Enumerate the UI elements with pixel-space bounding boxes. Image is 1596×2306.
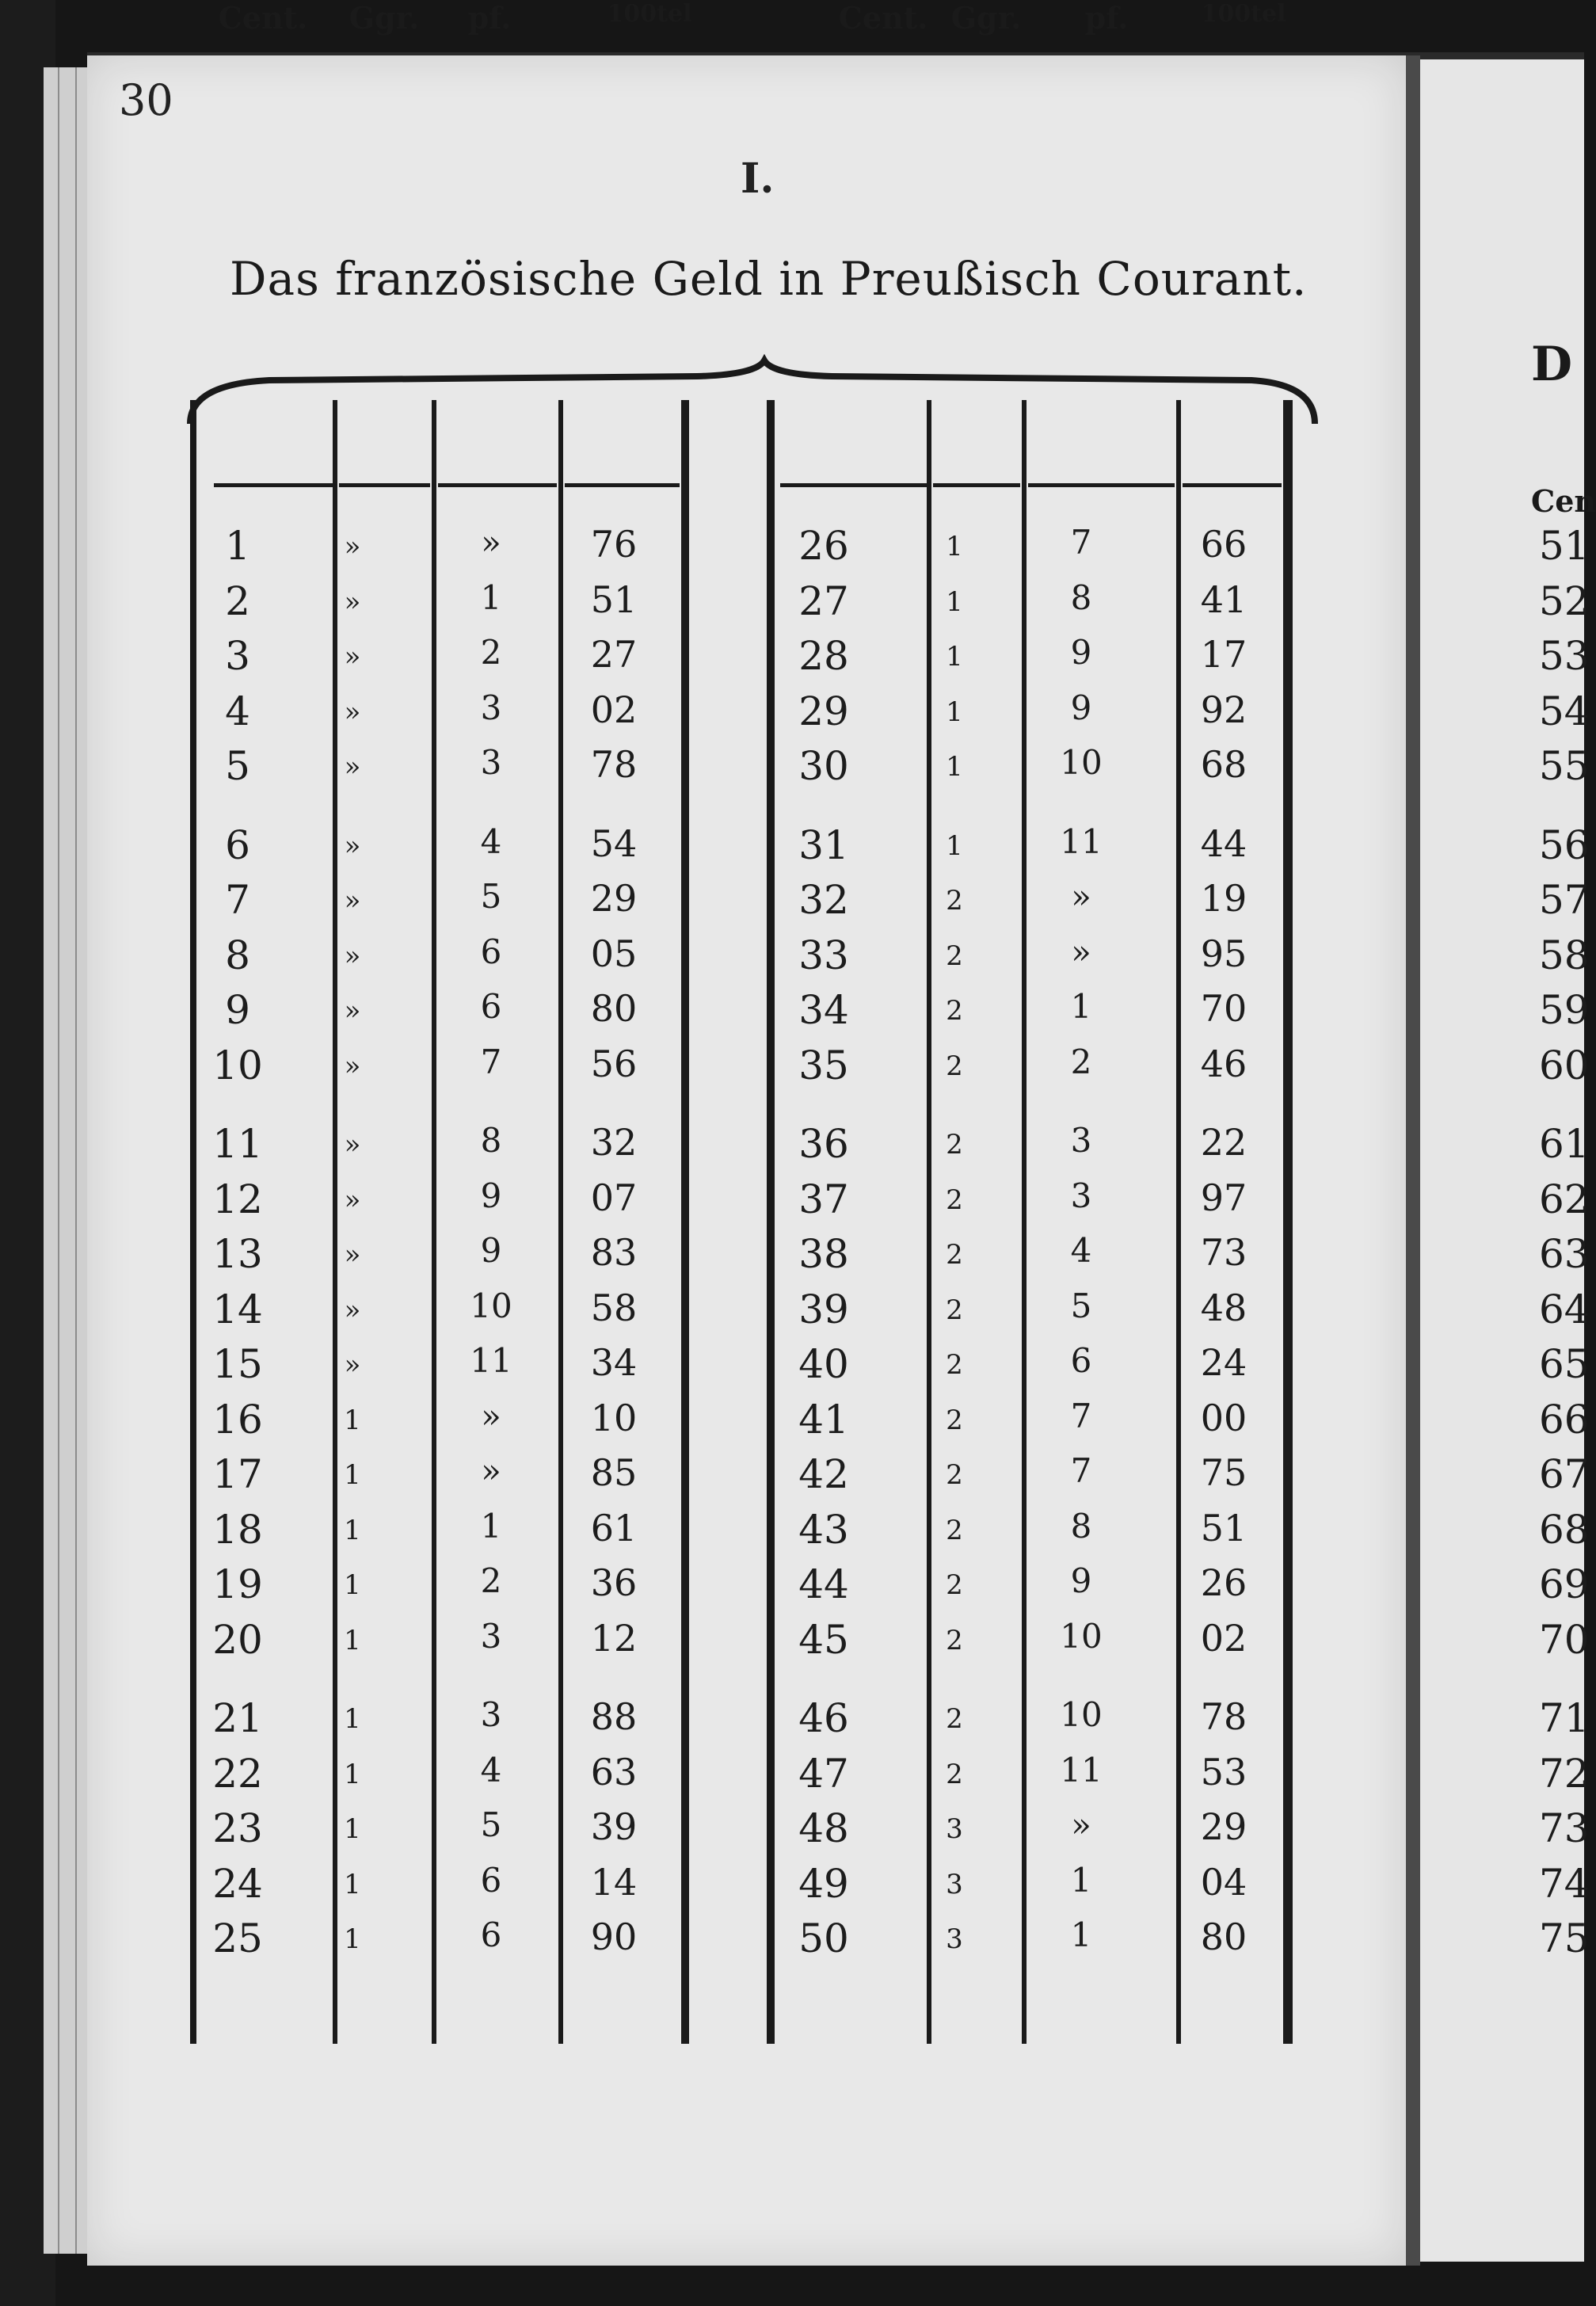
cell-cent: 35 [798, 1042, 849, 1088]
cell-pf: 9 [1070, 688, 1092, 727]
cell-hundredths: 05 [590, 932, 638, 975]
cell-hundredths: 46 [1200, 1042, 1247, 1085]
cell-ggr: 1 [344, 1923, 361, 1955]
cell-pf: 3 [1070, 1176, 1092, 1215]
right-page-number: 59 [1539, 987, 1590, 1033]
right-page-number: 53 [1539, 633, 1590, 679]
cell-pf: » [1071, 877, 1091, 916]
cell-ggr: » [344, 1183, 361, 1216]
cell-cent: 2 [225, 577, 250, 624]
cell-pf: 2 [480, 633, 502, 672]
column-header: pf. [467, 0, 512, 36]
cell-ggr: 2 [946, 1703, 963, 1735]
cell-ggr: » [344, 585, 361, 618]
cell-ggr: » [344, 641, 361, 673]
cell-ggr: 1 [946, 641, 963, 673]
cell-ggr: 2 [946, 1294, 963, 1326]
header-underline [933, 483, 1020, 487]
column-header: 100tel [607, 0, 692, 28]
cell-hundredths: 27 [590, 633, 638, 676]
right-page-number: 71 [1539, 1695, 1590, 1741]
cell-hundredths: 63 [590, 1750, 638, 1793]
cell-cent: 49 [798, 1860, 849, 1907]
cell-hundredths: 24 [1200, 1341, 1247, 1384]
right-page-number: 55 [1539, 743, 1590, 789]
cell-pf: 5 [1070, 1286, 1092, 1325]
page-title: Das französische Geld in Preußisch Courant. [230, 252, 1308, 306]
cell-cent: 42 [798, 1451, 849, 1497]
right-page-number: 65 [1539, 1341, 1590, 1387]
cell-cent: 41 [798, 1396, 849, 1443]
cell-pf: 9 [480, 1231, 502, 1270]
cell-hundredths: 88 [590, 1695, 638, 1738]
cell-ggr: » [344, 995, 361, 1027]
cell-cent: 47 [798, 1750, 849, 1797]
cell-pf: 6 [480, 1860, 502, 1900]
cell-pf: » [1071, 932, 1091, 971]
cell-hundredths: 90 [590, 1915, 638, 1958]
cell-cent: 37 [798, 1176, 849, 1222]
cell-cent: 28 [798, 633, 849, 679]
cell-ggr: » [344, 696, 361, 728]
header-underline [565, 483, 680, 487]
cell-hundredths: 97 [1200, 1176, 1247, 1219]
cell-pf: 4 [480, 821, 502, 861]
right-page-column-fragment: Cen [1531, 483, 1596, 519]
cell-hundredths: 51 [1200, 1506, 1247, 1549]
cell-hundredths: 29 [1200, 1805, 1247, 1848]
cell-cent: 14 [212, 1286, 263, 1332]
right-page-number: 67 [1539, 1451, 1590, 1497]
column-rule [767, 400, 775, 2044]
book-gutter [1406, 55, 1420, 2266]
cell-ggr: » [344, 1349, 361, 1381]
cell-cent: 40 [798, 1341, 849, 1387]
cell-ggr: » [344, 531, 361, 562]
right-page-number: 58 [1539, 932, 1590, 978]
cell-pf: 8 [1070, 1506, 1092, 1546]
cell-pf: 5 [480, 1805, 502, 1844]
cell-cent: 21 [212, 1695, 263, 1741]
cell-pf: 10 [1060, 743, 1103, 782]
cell-cent: 25 [212, 1915, 263, 1961]
column-rule [681, 400, 689, 2044]
cell-pf: 4 [1070, 1231, 1092, 1270]
column-header: Ggr. [950, 0, 1022, 36]
right-page-number: 60 [1539, 1042, 1590, 1088]
cell-cent: 48 [798, 1805, 849, 1851]
cell-ggr: 2 [946, 1758, 963, 1790]
cell-pf: 6 [480, 1915, 502, 1954]
right-page-number: 70 [1539, 1616, 1590, 1663]
right-page-number: 69 [1539, 1561, 1590, 1607]
cell-hundredths: 95 [1200, 932, 1247, 975]
cell-pf: 11 [470, 1341, 512, 1380]
cell-hundredths: 02 [1200, 1616, 1247, 1660]
column-header: Cent. [218, 0, 308, 36]
header-brace [174, 360, 1331, 432]
cell-ggr: 2 [946, 995, 963, 1027]
cell-hundredths: 61 [590, 1506, 638, 1549]
cell-cent: 50 [798, 1915, 849, 1961]
right-page-number: 75 [1539, 1915, 1590, 1961]
column-header: 100tel [1201, 0, 1286, 28]
cell-pf: 10 [1060, 1616, 1103, 1656]
right-page-number: 57 [1539, 877, 1590, 923]
cell-hundredths: 85 [590, 1451, 638, 1494]
cell-cent: 10 [212, 1042, 263, 1088]
cell-cent: 29 [798, 688, 849, 734]
column-rule [558, 400, 563, 2044]
cell-hundredths: 41 [1200, 577, 1247, 621]
right-page-number: 72 [1539, 1750, 1590, 1797]
right-page-number: 64 [1539, 1286, 1590, 1332]
cell-hundredths: 44 [1200, 821, 1247, 865]
cell-ggr: 1 [946, 585, 963, 618]
cell-hundredths: 19 [1200, 877, 1247, 920]
cell-cent: 45 [798, 1616, 849, 1663]
cell-pf: 1 [480, 1506, 502, 1546]
cell-cent: 17 [212, 1451, 263, 1497]
page-number: 30 [119, 75, 173, 125]
cell-ggr: 3 [946, 1868, 963, 1900]
cell-ggr: 1 [946, 751, 963, 783]
sheet-number: I. [741, 154, 775, 203]
cell-hundredths: 14 [590, 1860, 638, 1904]
cell-cent: 22 [212, 1750, 263, 1797]
cell-pf: » [481, 523, 501, 562]
cell-hundredths: 80 [1200, 1915, 1247, 1958]
cell-ggr: 2 [946, 1569, 963, 1601]
cell-ggr: 1 [344, 1624, 361, 1656]
cell-ggr: » [344, 829, 361, 862]
cell-hundredths: 29 [590, 877, 638, 920]
cell-ggr: 1 [344, 1813, 361, 1845]
cell-pf: 8 [480, 1121, 502, 1160]
right-page-number: 66 [1539, 1396, 1590, 1443]
cell-hundredths: 68 [1200, 743, 1247, 786]
cell-cent: 31 [798, 821, 849, 868]
cell-pf: 1 [1070, 1860, 1092, 1900]
right-page-number: 68 [1539, 1506, 1590, 1553]
cell-cent: 32 [798, 877, 849, 923]
cell-ggr: 2 [946, 1459, 963, 1491]
right-page-number: 63 [1539, 1231, 1590, 1277]
cell-cent: 24 [212, 1860, 263, 1907]
header-underline [1183, 483, 1282, 487]
cell-hundredths: 17 [1200, 633, 1247, 676]
cell-cent: 26 [798, 523, 849, 569]
cell-ggr: 2 [946, 1349, 963, 1381]
column-header: Cent. [838, 0, 928, 36]
right-page-number: 52 [1539, 577, 1590, 624]
cell-hundredths: 51 [590, 577, 638, 621]
header-underline [780, 483, 927, 487]
cell-cent: 30 [798, 743, 849, 789]
right-page-number: 74 [1539, 1860, 1590, 1907]
cell-pf: 1 [1070, 987, 1092, 1026]
cell-cent: 11 [212, 1121, 263, 1167]
cell-hundredths: 56 [590, 1042, 638, 1085]
cell-pf: 7 [1070, 1396, 1092, 1435]
cell-ggr: 2 [946, 885, 963, 917]
cell-cent: 16 [212, 1396, 263, 1443]
cell-ggr: 2 [946, 1624, 963, 1656]
cell-hundredths: 70 [1200, 987, 1247, 1030]
cell-cent: 27 [798, 577, 849, 624]
cell-cent: 33 [798, 932, 849, 978]
cell-hundredths: 80 [590, 987, 638, 1030]
cell-ggr: » [344, 940, 361, 972]
header-underline [339, 483, 430, 487]
cell-pf: 7 [1070, 523, 1092, 562]
cell-ggr: » [344, 885, 361, 917]
cell-hundredths: 12 [590, 1616, 638, 1660]
cell-cent: 39 [798, 1286, 849, 1332]
cell-ggr: 1 [344, 1459, 361, 1491]
cell-hundredths: 78 [590, 743, 638, 786]
cell-cent: 6 [225, 821, 250, 868]
cell-cent: 12 [212, 1176, 263, 1222]
cell-cent: 46 [798, 1695, 849, 1741]
cell-cent: 20 [212, 1616, 263, 1663]
cell-ggr: 1 [946, 531, 963, 562]
cell-pf: 2 [1070, 1042, 1092, 1081]
cell-ggr: 2 [946, 1050, 963, 1082]
cell-pf: 11 [1060, 821, 1103, 861]
cell-ggr: 2 [946, 1514, 963, 1546]
cell-hundredths: 66 [1200, 523, 1247, 566]
cell-ggr: 3 [946, 1923, 963, 1955]
cell-cent: 23 [212, 1805, 263, 1851]
column-rule [432, 400, 436, 2044]
column-header: Ggr. [349, 0, 420, 36]
right-page-title-fragment: D [1531, 337, 1573, 392]
cell-ggr: 1 [344, 1514, 361, 1546]
cell-cent: 38 [798, 1231, 849, 1277]
cell-pf: 9 [480, 1176, 502, 1215]
cell-hundredths: 92 [1200, 688, 1247, 731]
cell-ggr: 1 [344, 1758, 361, 1790]
cell-hundredths: 34 [590, 1341, 638, 1384]
cell-pf: 5 [480, 877, 502, 916]
cell-cent: 5 [225, 743, 250, 789]
cell-pf: » [1071, 1805, 1091, 1844]
cell-pf: 1 [480, 577, 502, 617]
cell-hundredths: 48 [1200, 1286, 1247, 1329]
cell-hundredths: 73 [1200, 1231, 1247, 1274]
cell-hundredths: 53 [1200, 1750, 1247, 1793]
cell-cent: 43 [798, 1506, 849, 1553]
cell-ggr: 1 [344, 1569, 361, 1601]
cell-cent: 9 [225, 987, 250, 1033]
right-page-number: 51 [1539, 523, 1590, 569]
cell-pf: 10 [470, 1286, 512, 1325]
cell-pf: 3 [480, 1695, 502, 1734]
cell-ggr: 2 [946, 1129, 963, 1161]
column-header: pf. [1084, 0, 1129, 36]
cell-ggr: 3 [946, 1813, 963, 1845]
right-page [1420, 59, 1596, 2262]
column-rule [1283, 400, 1293, 2044]
cell-ggr: » [344, 1239, 361, 1271]
cell-pf: » [481, 1396, 501, 1435]
cell-hundredths: 58 [590, 1286, 638, 1329]
cell-cent: 18 [212, 1506, 263, 1553]
cell-cent: 8 [225, 932, 250, 978]
cell-cent: 15 [212, 1341, 263, 1387]
cell-pf: 6 [480, 932, 502, 971]
cell-hundredths: 02 [590, 688, 638, 731]
cell-pf: 6 [1070, 1341, 1092, 1380]
cell-ggr: » [344, 1294, 361, 1326]
cell-pf: 2 [480, 1561, 502, 1600]
cell-hundredths: 83 [590, 1231, 638, 1274]
cell-hundredths: 54 [590, 821, 638, 865]
cell-hundredths: 00 [1200, 1396, 1247, 1439]
cell-ggr: 2 [946, 940, 963, 972]
header-underline [438, 483, 557, 487]
cell-hundredths: 22 [1200, 1121, 1247, 1164]
cell-hundredths: 10 [590, 1396, 638, 1439]
cell-ggr: 2 [946, 1404, 963, 1436]
cell-pf: 7 [1070, 1451, 1092, 1490]
cell-pf: 10 [1060, 1695, 1103, 1734]
cell-pf: 9 [1070, 1561, 1092, 1600]
right-page-number: 61 [1539, 1121, 1590, 1167]
cell-pf: 3 [480, 743, 502, 782]
cell-pf: 1 [1070, 1915, 1092, 1954]
cell-ggr: 1 [946, 829, 963, 862]
cell-pf: » [481, 1451, 501, 1490]
cell-ggr: 1 [344, 1868, 361, 1900]
cell-pf: 8 [1070, 577, 1092, 617]
cell-cent: 1 [225, 523, 250, 569]
cell-cent: 7 [225, 877, 250, 923]
right-page-number: 56 [1539, 821, 1590, 868]
cell-pf: 3 [1070, 1121, 1092, 1160]
cell-cent: 34 [798, 987, 849, 1033]
cell-hundredths: 78 [1200, 1695, 1247, 1738]
cell-pf: 3 [480, 1616, 502, 1656]
cell-cent: 13 [212, 1231, 263, 1277]
cell-ggr: 1 [946, 696, 963, 728]
cell-ggr: » [344, 751, 361, 783]
cell-cent: 19 [212, 1561, 263, 1607]
cell-hundredths: 75 [1200, 1451, 1247, 1494]
cell-ggr: 2 [946, 1183, 963, 1216]
cell-pf: 9 [1070, 633, 1092, 672]
right-page-number: 62 [1539, 1176, 1590, 1222]
cell-pf: 7 [480, 1042, 502, 1081]
cell-hundredths: 39 [590, 1805, 638, 1848]
cell-ggr: » [344, 1129, 361, 1161]
cell-cent: 4 [225, 688, 250, 734]
header-underline [214, 483, 333, 487]
cell-ggr: » [344, 1050, 361, 1082]
right-page-number: 54 [1539, 688, 1590, 734]
cell-hundredths: 76 [590, 523, 638, 566]
cell-pf: 6 [480, 987, 502, 1026]
right-page-number: 73 [1539, 1805, 1590, 1851]
cell-ggr: 1 [344, 1404, 361, 1436]
cell-cent: 44 [798, 1561, 849, 1607]
cell-pf: 3 [480, 688, 502, 727]
cell-hundredths: 32 [590, 1121, 638, 1164]
cell-hundredths: 04 [1200, 1860, 1247, 1904]
cell-pf: 4 [480, 1750, 502, 1790]
cell-cent: 3 [225, 633, 250, 679]
cell-hundredths: 26 [1200, 1561, 1247, 1604]
header-underline [1028, 483, 1175, 487]
cell-cent: 36 [798, 1121, 849, 1167]
column-rule [1022, 400, 1027, 2044]
cell-ggr: 2 [946, 1239, 963, 1271]
cell-hundredths: 07 [590, 1176, 638, 1219]
cell-ggr: 1 [344, 1703, 361, 1735]
cell-hundredths: 36 [590, 1561, 638, 1604]
cell-pf: 11 [1060, 1750, 1103, 1790]
